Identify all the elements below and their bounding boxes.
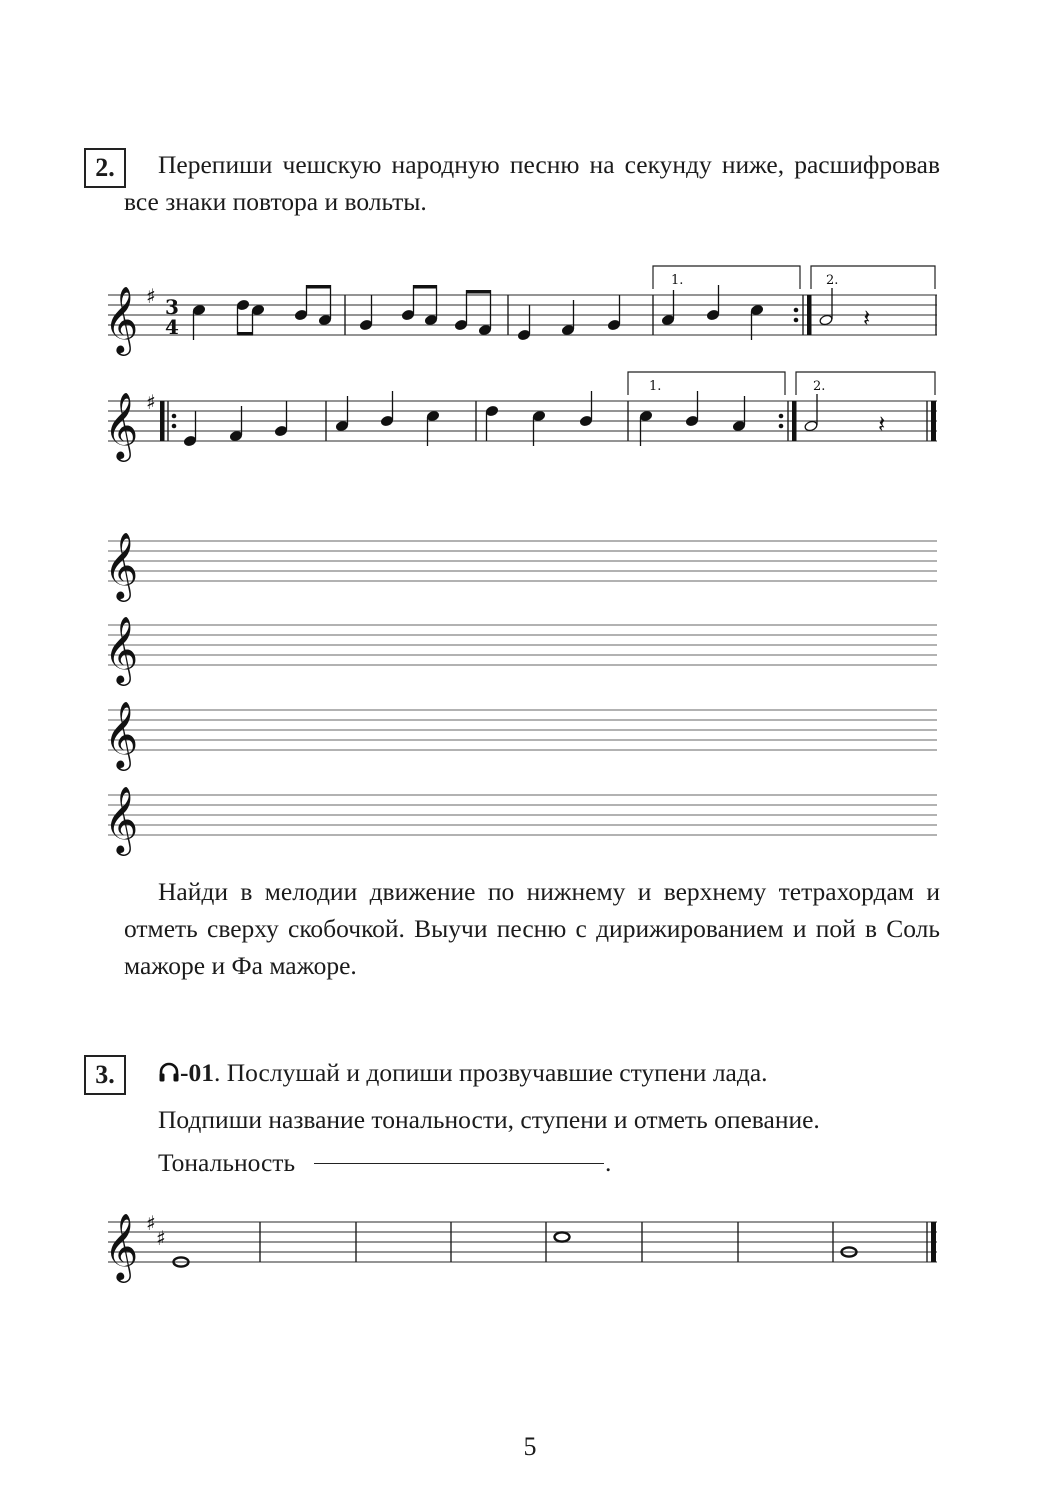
key-signature-sharp-c: ♯ xyxy=(156,1226,166,1250)
task-3-instruction-line-2: Подпиши название тональности, ступени и отметь опевание. xyxy=(158,1105,820,1134)
volta-1-label: 1. xyxy=(671,273,684,288)
blank-staff-3[interactable] xyxy=(0,697,1060,767)
tonality-period: . xyxy=(605,1148,612,1177)
key-signature-sharp: ♯ xyxy=(146,390,156,414)
key-signature-sharp-f: ♯ xyxy=(146,1211,156,1235)
staff-lines xyxy=(108,1222,937,1262)
treble-clef-icon: 𝄞 xyxy=(104,615,139,683)
tonality-answer-line[interactable] xyxy=(314,1163,604,1164)
page-number: 5 xyxy=(523,1432,537,1461)
volta-1-label: 1. xyxy=(649,379,662,394)
task-3-number: 3. xyxy=(84,1055,126,1095)
treble-clef-icon: 𝄞 xyxy=(104,285,139,353)
volta-2-label: 2. xyxy=(826,273,839,288)
notes xyxy=(183,391,818,447)
treble-clef-icon: 𝄞 xyxy=(104,1212,139,1280)
time-signature-top: 3 xyxy=(165,295,179,319)
task-2-follow-up: Найди в мелодии движение по нижнему и верхнему тетрахордам и отметь сверху скобочкой. Выучи песню с дирижированием и пой в Соль мажоре и Фа мажоре. xyxy=(124,877,940,980)
blank-staff-2[interactable] xyxy=(0,612,1060,682)
volta-2-label: 2. xyxy=(813,379,826,394)
blank-staff-1[interactable] xyxy=(0,528,1060,598)
treble-clef-icon: 𝄞 xyxy=(104,700,139,768)
track-label: -01 xyxy=(180,1058,214,1087)
time-signature-bottom: 4 xyxy=(165,315,179,339)
key-signature-sharp: ♯ xyxy=(146,284,156,308)
treble-clef-icon: 𝄞 xyxy=(104,391,139,459)
treble-clef-icon: 𝄞 xyxy=(104,785,139,853)
tonality-label xyxy=(158,1148,295,1178)
headphones-icon[interactable] xyxy=(158,1061,180,1083)
task-2-instruction: Перепиши чешскую народную песню на секунду ниже, расшифровав все знаки повтора и вольты. xyxy=(124,150,940,216)
tonality-text: Тональность xyxy=(158,1148,296,1177)
task-3-staff xyxy=(0,1210,1060,1290)
staff-lines xyxy=(108,295,937,335)
quarter-rest: 𝄽 xyxy=(863,304,871,332)
blank-staff-4[interactable] xyxy=(0,782,1060,852)
task-3-instruction: . Послушай и допиши прозвучавшие ступени лада. xyxy=(214,1058,768,1087)
task-3-instruction-line-1 xyxy=(158,1058,768,1088)
quarter-rest: 𝄽 xyxy=(878,410,886,438)
treble-clef-icon: 𝄞 xyxy=(104,531,139,599)
task-2-number: 2. xyxy=(84,148,126,188)
notes xyxy=(192,285,833,341)
melody-staff-2 xyxy=(0,366,1060,466)
whole-note-b xyxy=(555,1232,570,1241)
melody-staff-1 xyxy=(0,260,1060,360)
